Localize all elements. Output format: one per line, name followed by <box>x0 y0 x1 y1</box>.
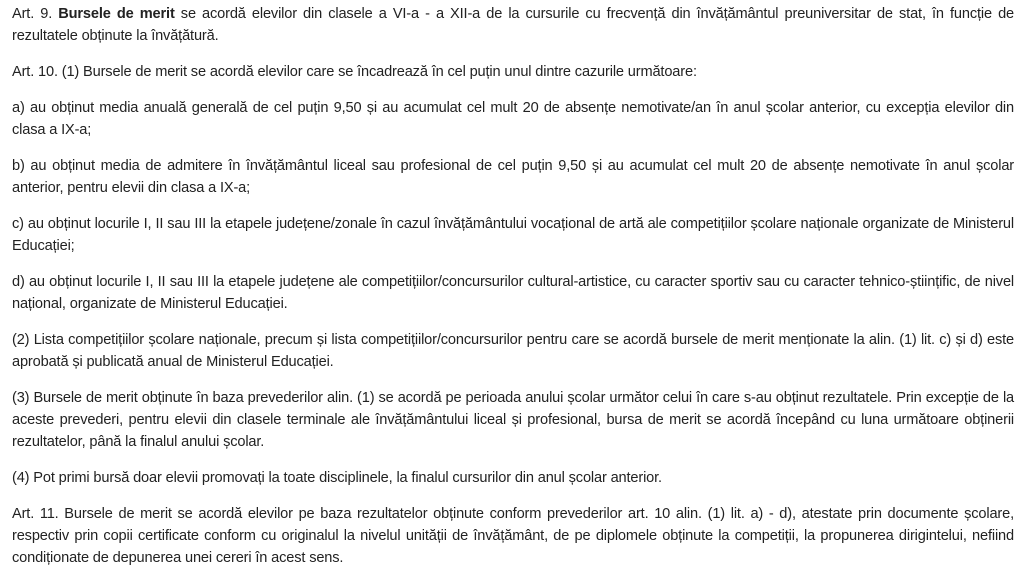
art-10-point-a: a) au obținut media anuală generală de cel puțin 9,50 și au acumulat cel mult 20 de absențe nemotivate/an în anul școlar anterior, cu excepția elevilor din clasa a IX-a; <box>12 100 1014 138</box>
art-11-paragraph: Art. 11. Bursele de merit se acordă elevilor pe baza rezultatelor obținute conform prevederilor art. 10 alin. (1) lit. a) - d), atestate prin documente școlare, respectiv prin copii certificate conform cu originalul la nivelul unității de învățământ, de pe diplomele obținute la competiții, la propunerea dirigintelui, nefiind condiționate de depunerea unei cereri în acest sens. <box>12 506 1014 566</box>
art-10-paragraph-3: (3) Bursele de merit obținute în baza prevederilor alin. (1) se acordă pe perioada anului școlar următor celui în care s-au obținut rezultatele. Prin excepție de la aceste prevederi, pentru elevii din clasele terminale ale învățământului liceal și profesional, bursa de merit se acordă începând cu luna următoare obținerii rezultatelor, până la finalul anului școlar. <box>12 390 1014 450</box>
art-10-paragraph-2: (2) Lista competițiilor școlare naționale, precum și lista competițiilor/concursurilor pentru care se acordă bursele de merit menționate la alin. (1) lit. c) și d) este aprobată și publicată anual de Ministerul Educației. <box>12 332 1014 370</box>
art-9-bold-term: Bursele de merit <box>58 6 175 22</box>
art-10-paragraph-1: Art. 10. (1) Bursele de merit se acordă elevilor care se încadrează în cel puțin unul dintre cazurile următoare: <box>12 64 697 80</box>
art-10-point-d: d) au obținut locurile I, II sau III la etapele județene ale competițiilor/concursurilor cultural-artistice, cu caracter sportiv sau cu caracter tehnico-științific, de nivel național, organizate de Ministerul Educației. <box>12 274 1014 312</box>
art-9-paragraph <box>12 3 1014 47</box>
art-10-paragraph-4: (4) Pot primi bursă doar elevii promovați la toate disciplinele, la finalul cursurilor din anul școlar anterior. <box>12 470 662 486</box>
art-9-text: se acordă elevilor din clasele a VI-a - a XII-a de la cursurile cu frecvență din învățământul preuniversitar de stat, în funcție de rezultatele obținute la învățătură. <box>12 6 1015 44</box>
art-10-point-c: c) au obținut locurile I, II sau III la etapele județene/zonale în cazul învățământului vocațional de artă ale competițiilor școlare naționale organizate de Ministerul Educației; <box>12 216 1014 254</box>
art-10-point-b: b) au obținut media de admitere în învățământul liceal sau profesional de cel puțin 9,50 și au acumulat cel mult 20 de absențe nemotivate în anul școlar anterior, pentru elevii din clasa a IX-a; <box>12 158 1014 196</box>
art-9-number: Art. 9. <box>12 6 59 22</box>
